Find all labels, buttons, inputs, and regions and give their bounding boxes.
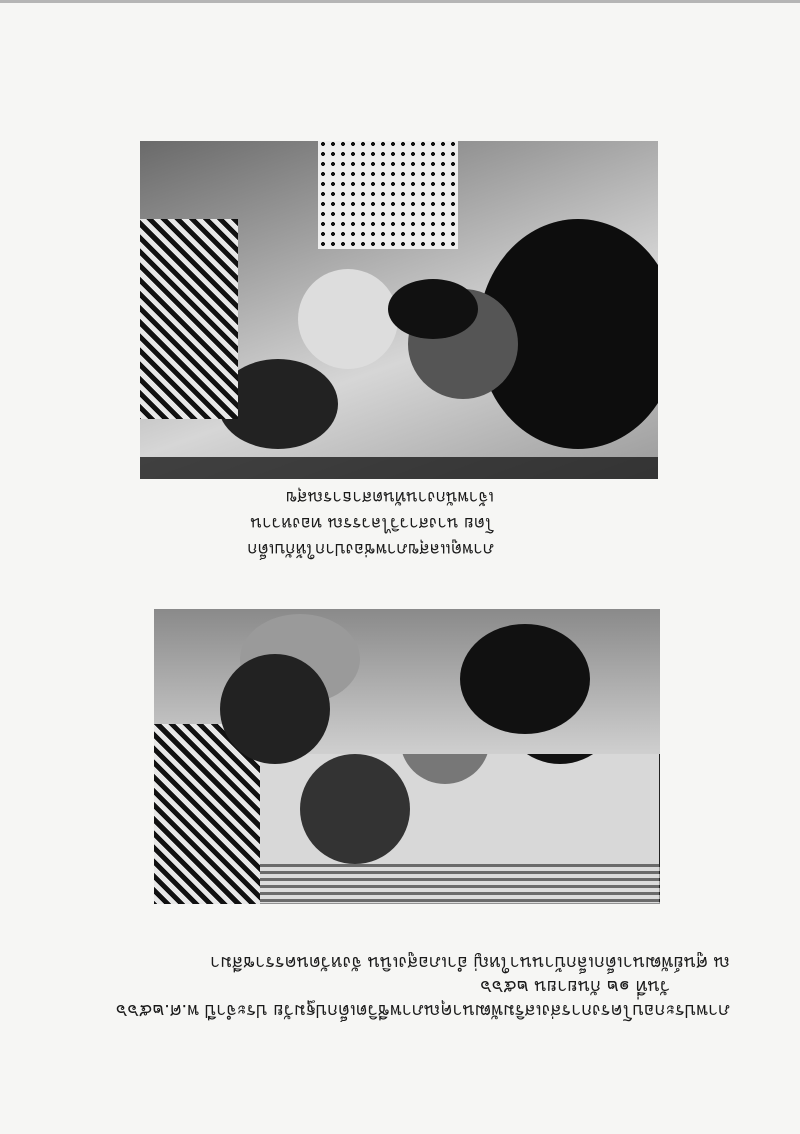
caption-title-line: ภาพประกอบโครงการส่งเสริมพัฒนาคุณภาพชีวิตเด็กปฐมวัย ประจำปี พ.ศ.๒๕๖๖	[115, 1000, 730, 1021]
scan-edge	[0, 0, 800, 3]
activity-photo-2	[140, 141, 658, 479]
top-caption	[70, 950, 730, 1022]
activity-photo-1	[154, 609, 660, 904]
middle-caption	[74, 484, 494, 562]
caption2-position-line: เจ้าพนักงานทันตสาธารณสุข	[285, 487, 494, 507]
caption-date-line: วันที่ ๑๒ กันยายน ๒๕๖๖	[480, 976, 670, 997]
caption2-title-line: ภาพดูแลสุขภาพช่องปากให้กับเด็ก	[247, 539, 494, 559]
caption2-name-line: โดย นางสาววิไลวรรณ ทองหวาน	[250, 513, 494, 533]
caption-location-line: ณ ศูนย์พัฒนาเด็กเล็กบ้านนาใหญ่ อำเภอสูงเนิน จังหวัดนครราชสีมา	[210, 952, 730, 973]
